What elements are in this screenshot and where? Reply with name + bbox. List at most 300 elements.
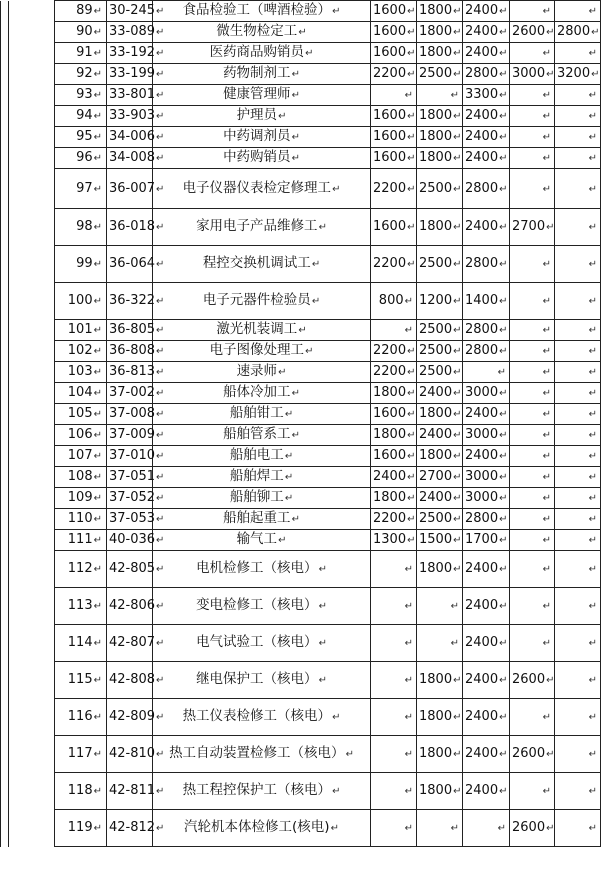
- subsidy-level-1-text: 1800: [373, 427, 407, 442]
- paragraph-mark: ↵: [332, 183, 341, 195]
- paragraph-mark: ↵: [156, 367, 165, 378]
- occupation-name: [153, 246, 371, 283]
- row-number: [55, 699, 107, 736]
- occupation-code-text: 37-008: [109, 406, 156, 421]
- margin-cell: [1, 85, 9, 106]
- occupation-code: [107, 362, 165, 383]
- paragraph-mark: ↵: [404, 786, 414, 797]
- blank-cell: [9, 106, 55, 127]
- paragraph-mark: ↵: [499, 786, 508, 797]
- paragraph-mark: ↵: [93, 749, 102, 760]
- subsidy-level-4: [510, 283, 555, 320]
- occupation-code: [107, 625, 165, 662]
- occupation-name: [153, 85, 371, 106]
- subsidy-level-3-text: 2400: [465, 746, 499, 761]
- table-body: [1, 1, 601, 847]
- paragraph-mark: ↵: [546, 675, 555, 686]
- paragraph-mark: ↵: [156, 451, 165, 462]
- row-number-text: 89: [76, 3, 93, 18]
- paragraph-mark: ↵: [407, 69, 416, 80]
- paragraph-mark: ↵: [156, 472, 165, 483]
- paragraph-mark: ↵: [318, 564, 327, 575]
- subsidy-level-1: [371, 383, 417, 404]
- subsidy-level-4: [510, 148, 555, 169]
- subsidy-level-4-text: 3000: [512, 66, 546, 81]
- subsidy-level-1: [371, 320, 417, 341]
- paragraph-mark: ↵: [542, 638, 552, 649]
- occupation-code-text: 42-810: [109, 746, 156, 761]
- paragraph-mark: ↵: [298, 27, 307, 38]
- subsidy-level-1: [371, 425, 417, 446]
- margin-cell: [1, 551, 9, 588]
- paragraph-mark: ↵: [588, 514, 598, 525]
- subsidy-level-5: [555, 488, 601, 509]
- row-number-text: 92: [76, 66, 93, 81]
- paragraph-mark: ↵: [499, 69, 508, 80]
- subsidy-level-2: [417, 320, 463, 341]
- paragraph-mark: ↵: [156, 48, 165, 59]
- subsidy-level-1: [371, 488, 417, 509]
- paragraph-mark: ↵: [156, 69, 165, 80]
- row-number: [55, 625, 107, 662]
- occupation-name-text: 家用电子产品维修工: [196, 218, 318, 234]
- occupation-name: [153, 736, 371, 773]
- paragraph-mark: ↵: [278, 535, 287, 546]
- subsidy-level-3-text: 2400: [465, 635, 499, 650]
- paragraph-mark: ↵: [450, 90, 460, 101]
- subsidy-level-2-text: 1200: [419, 293, 453, 308]
- row-number-text: 97: [76, 180, 93, 196]
- paragraph-mark: ↵: [318, 601, 327, 612]
- row-number: [55, 320, 107, 341]
- row-number-text: 114: [67, 635, 93, 650]
- paragraph-mark: ↵: [93, 493, 102, 504]
- subsidy-level-5: [555, 106, 601, 127]
- occupation-name: [153, 467, 371, 488]
- subsidy-level-2: [417, 209, 463, 246]
- paragraph-mark: ↵: [542, 325, 552, 336]
- subsidy-level-2: [417, 810, 463, 847]
- occupation-code-text: 34-006: [109, 129, 156, 144]
- paragraph-mark: ↵: [407, 388, 416, 399]
- margin-cell: [1, 383, 9, 404]
- paragraph-mark: ↵: [156, 514, 165, 525]
- paragraph-mark: ↵: [588, 325, 598, 336]
- row-number-text: 119: [67, 820, 93, 835]
- blank-cell: [9, 148, 55, 169]
- subsidy-level-2: [417, 404, 463, 425]
- table-row: [1, 148, 601, 169]
- subsidy-level-2-text: 1800: [419, 150, 453, 165]
- paragraph-mark: ↵: [546, 823, 555, 834]
- subsidy-level-2-text: 1800: [419, 709, 453, 724]
- occupation-name-text: 激光机装调工: [216, 321, 298, 337]
- occupation-code: [107, 404, 165, 425]
- paragraph-mark: ↵: [407, 132, 416, 143]
- paragraph-mark: ↵: [404, 675, 414, 686]
- subsidy-level-2-text: 1800: [419, 3, 453, 18]
- occupation-code: [107, 810, 165, 847]
- paragraph-mark: ↵: [499, 6, 508, 17]
- paragraph-mark: ↵: [407, 514, 416, 525]
- paragraph-mark: ↵: [497, 823, 507, 834]
- subsidy-level-1: [371, 43, 417, 64]
- subsidy-level-3: [463, 773, 510, 810]
- row-number: [55, 169, 107, 209]
- subsidy-level-4-text: 2600: [512, 746, 546, 761]
- row-number: [55, 662, 107, 699]
- paragraph-mark: ↵: [453, 132, 462, 143]
- subsidy-level-2-text: 1800: [419, 783, 453, 798]
- subsidy-level-2: [417, 699, 463, 736]
- row-number-text: 96: [76, 150, 93, 165]
- paragraph-mark: ↵: [93, 430, 102, 441]
- paragraph-mark: ↵: [404, 601, 414, 612]
- subsidy-level-2: [417, 64, 463, 85]
- occupation-name: [153, 341, 371, 362]
- subsidy-level-1-text: 1600: [373, 406, 407, 421]
- paragraph-mark: ↵: [453, 183, 462, 195]
- table-row: [1, 85, 601, 106]
- subsidy-level-3: [463, 551, 510, 588]
- paragraph-mark: ↵: [546, 69, 555, 80]
- row-number-text: 98: [76, 219, 93, 234]
- subsidy-level-1: [371, 662, 417, 699]
- paragraph-mark: ↵: [453, 325, 462, 336]
- paragraph-mark: ↵: [588, 222, 598, 233]
- subsidy-level-5: [555, 383, 601, 404]
- subsidy-level-4-text: 2600: [512, 24, 546, 39]
- paragraph-mark: ↵: [453, 222, 462, 233]
- occupation-name-text: 电子仪器仪表检定修理工: [182, 179, 332, 196]
- blank-cell: [9, 64, 55, 85]
- subsidy-level-1: [371, 625, 417, 662]
- subsidy-level-1: [371, 22, 417, 43]
- paragraph-mark: ↵: [156, 601, 165, 612]
- paragraph-mark: ↵: [318, 675, 327, 686]
- paragraph-mark: ↵: [93, 259, 102, 270]
- paragraph-mark: ↵: [453, 786, 462, 797]
- subsidy-level-2-text: 1800: [419, 108, 453, 123]
- paragraph-mark: ↵: [588, 346, 598, 357]
- paragraph-mark: ↵: [284, 493, 294, 504]
- row-number: [55, 383, 107, 404]
- paragraph-mark: ↵: [588, 6, 598, 17]
- paragraph-mark: ↵: [453, 346, 462, 357]
- row-number: [55, 246, 107, 283]
- margin-cell: [1, 341, 9, 362]
- occupation-code: [107, 509, 165, 530]
- paragraph-mark: ↵: [450, 601, 460, 612]
- paragraph-mark: ↵: [404, 296, 414, 307]
- blank-cell: [9, 362, 55, 383]
- subsidy-level-5: [555, 1, 601, 22]
- paragraph-mark: ↵: [407, 6, 416, 17]
- row-number-text: 103: [67, 364, 93, 379]
- paragraph-mark: ↵: [156, 638, 165, 649]
- occupation-name: [153, 209, 371, 246]
- occupation-name-text: 热工仪表检修工（核电）: [182, 708, 332, 724]
- occupation-name-text: 继电保护工（核电）: [196, 671, 318, 687]
- paragraph-mark: ↵: [453, 514, 462, 525]
- occupation-name: [153, 383, 371, 404]
- paragraph-mark: ↵: [499, 153, 508, 164]
- subsidy-level-2: [417, 22, 463, 43]
- paragraph-mark: ↵: [156, 183, 165, 195]
- row-number-text: 109: [67, 490, 93, 505]
- subsidy-level-2-text: 2500: [419, 256, 453, 271]
- paragraph-mark: ↵: [588, 153, 598, 164]
- blank-cell: [9, 467, 55, 488]
- blank-cell: [9, 127, 55, 148]
- occupation-code-text: 37-009: [109, 427, 156, 442]
- margin-cell: [1, 283, 9, 320]
- paragraph-mark: ↵: [93, 132, 102, 143]
- subsidy-level-1: [371, 404, 417, 425]
- paragraph-mark: ↵: [450, 638, 460, 649]
- subsidy-level-2-text: 2400: [419, 490, 453, 505]
- subsidy-level-3: [463, 625, 510, 662]
- subsidy-level-5: [555, 320, 601, 341]
- paragraph-mark: ↵: [542, 132, 552, 143]
- row-number-text: 108: [67, 469, 93, 484]
- subsidy-level-3: [463, 699, 510, 736]
- paragraph-mark: ↵: [318, 638, 327, 649]
- paragraph-mark: ↵: [588, 183, 598, 195]
- subsidy-level-3-text: 2400: [465, 129, 499, 144]
- row-number-text: 104: [67, 385, 93, 400]
- occupation-code-text: 36-813: [109, 364, 156, 379]
- paragraph-mark: ↵: [407, 451, 416, 462]
- row-number: [55, 362, 107, 383]
- occupation-name: [153, 446, 371, 467]
- paragraph-mark: ↵: [453, 111, 462, 122]
- paragraph-mark: ↵: [407, 409, 416, 420]
- margin-cell: [1, 209, 9, 246]
- paragraph-mark: ↵: [93, 451, 102, 462]
- paragraph-mark: ↵: [588, 296, 598, 307]
- paragraph-mark: ↵: [156, 296, 165, 307]
- occupation-name-text: 食品检验工（啤酒检验）: [182, 2, 332, 18]
- paragraph-mark: ↵: [93, 564, 102, 575]
- paragraph-mark: ↵: [305, 48, 314, 59]
- blank-cell: [9, 341, 55, 362]
- occupation-name-text: 船体冷加工: [223, 384, 291, 400]
- row-number-text: 110: [67, 511, 93, 526]
- subsidy-level-2: [417, 551, 463, 588]
- paragraph-mark: ↵: [542, 472, 552, 483]
- table-row: [1, 773, 601, 810]
- subsidy-level-5: [555, 209, 601, 246]
- subsidy-level-2-text: 1800: [419, 219, 453, 234]
- subsidy-level-1: [371, 509, 417, 530]
- occupation-code-text: 33-089: [109, 24, 156, 39]
- subsidy-level-3: [463, 530, 510, 551]
- paragraph-mark: ↵: [404, 325, 414, 336]
- subsidy-level-4: [510, 773, 555, 810]
- subsidy-level-4: [510, 551, 555, 588]
- subsidy-level-5: [555, 341, 601, 362]
- paragraph-mark: ↵: [291, 69, 300, 80]
- blank-cell: [9, 625, 55, 662]
- subsidy-level-2: [417, 588, 463, 625]
- occupation-code-text: 36-805: [109, 322, 156, 337]
- paragraph-mark: ↵: [588, 367, 598, 378]
- occupation-name: [153, 362, 371, 383]
- subsidy-level-1-text: 1600: [373, 24, 407, 39]
- paragraph-mark: ↵: [499, 638, 508, 649]
- subsidy-level-1: [371, 169, 417, 209]
- row-number: [55, 209, 107, 246]
- occupation-code-text: 36-018: [109, 219, 156, 234]
- subsidy-level-2-text: 1800: [419, 746, 453, 761]
- table-row: [1, 467, 601, 488]
- subsidy-level-1-text: 1600: [373, 448, 407, 463]
- subsidy-level-2: [417, 383, 463, 404]
- row-number-text: 102: [67, 343, 93, 358]
- table-row: [1, 246, 601, 283]
- row-number-text: 95: [76, 129, 93, 144]
- subsidy-level-5: [555, 283, 601, 320]
- row-number-text: 115: [67, 672, 93, 687]
- occupation-code-text: 36-064: [109, 256, 156, 271]
- paragraph-mark: ↵: [453, 296, 462, 307]
- table-row: [1, 736, 601, 773]
- table-row: [1, 699, 601, 736]
- subsidy-level-4: [510, 662, 555, 699]
- table-row: [1, 283, 601, 320]
- subsidy-level-4: [510, 320, 555, 341]
- subsidy-level-4: [510, 467, 555, 488]
- paragraph-mark: ↵: [404, 90, 414, 101]
- paragraph-mark: ↵: [156, 409, 165, 420]
- subsidy-level-2-text: 2500: [419, 364, 453, 379]
- margin-cell: [1, 320, 9, 341]
- subsidy-level-3: [463, 362, 510, 383]
- paragraph-mark: ↵: [588, 90, 598, 101]
- paragraph-mark: ↵: [93, 712, 102, 723]
- paragraph-mark: ↵: [542, 514, 552, 525]
- subsidy-level-5: [555, 85, 601, 106]
- table-row: [1, 22, 601, 43]
- subsidy-level-3: [463, 43, 510, 64]
- paragraph-mark: ↵: [156, 325, 165, 336]
- paragraph-mark: ↵: [156, 823, 165, 834]
- subsidy-level-3-text: 3000: [465, 490, 499, 505]
- paragraph-mark: ↵: [542, 430, 552, 441]
- paragraph-mark: ↵: [542, 6, 552, 17]
- paragraph-mark: ↵: [499, 409, 508, 420]
- occupation-code: [107, 85, 165, 106]
- paragraph-mark: ↵: [453, 153, 462, 164]
- subsidy-level-3-text: 2400: [465, 3, 499, 18]
- subsidy-level-5-text: 2800: [557, 24, 591, 39]
- paragraph-mark: ↵: [453, 367, 462, 378]
- subsidy-level-1: [371, 362, 417, 383]
- occupation-name: [153, 588, 371, 625]
- paragraph-mark: ↵: [156, 346, 165, 357]
- paragraph-mark: ↵: [542, 346, 552, 357]
- occupation-name: [153, 625, 371, 662]
- paragraph-mark: ↵: [404, 712, 414, 723]
- paragraph-mark: ↵: [345, 749, 354, 760]
- occupation-code: [107, 106, 165, 127]
- table-row: [1, 169, 601, 209]
- paragraph-mark: ↵: [588, 601, 598, 612]
- paragraph-mark: ↵: [453, 48, 462, 59]
- occupation-name-text: 船舶起重工: [223, 510, 291, 526]
- paragraph-mark: ↵: [93, 325, 102, 336]
- subsidy-level-5: [555, 425, 601, 446]
- paragraph-mark: ↵: [407, 493, 416, 504]
- paragraph-mark: ↵: [453, 388, 462, 399]
- subsidy-level-3: [463, 1, 510, 22]
- paragraph-mark: ↵: [546, 27, 555, 38]
- paragraph-mark: ↵: [156, 749, 165, 760]
- margin-cell: [1, 1, 9, 22]
- paragraph-mark: ↵: [407, 430, 416, 441]
- subsidy-level-1: [371, 699, 417, 736]
- row-number: [55, 425, 107, 446]
- paragraph-mark: ↵: [499, 712, 508, 723]
- paragraph-mark: ↵: [93, 183, 102, 195]
- subsidy-level-3: [463, 148, 510, 169]
- subsidy-level-1-text: 2200: [373, 343, 407, 358]
- row-number: [55, 404, 107, 425]
- subsidy-level-3: [463, 127, 510, 148]
- blank-cell: [9, 209, 55, 246]
- subsidy-level-1: [371, 209, 417, 246]
- occupation-code: [107, 488, 165, 509]
- paragraph-mark: ↵: [499, 472, 508, 483]
- paragraph-mark: ↵: [499, 749, 508, 760]
- blank-cell: [9, 551, 55, 588]
- paragraph-mark: ↵: [542, 111, 552, 122]
- subsidy-level-2: [417, 169, 463, 209]
- margin-cell: [1, 22, 9, 43]
- paragraph-mark: ↵: [588, 535, 598, 546]
- paragraph-mark: ↵: [499, 132, 508, 143]
- paragraph-mark: ↵: [588, 493, 598, 504]
- paragraph-mark: ↵: [588, 111, 598, 122]
- occupation-name: [153, 530, 371, 551]
- row-number: [55, 148, 107, 169]
- paragraph-mark: ↵: [588, 409, 598, 420]
- paragraph-mark: ↵: [453, 675, 462, 686]
- paragraph-mark: ↵: [453, 472, 462, 483]
- occupation-code-text: 33-192: [109, 45, 156, 60]
- subsidy-level-2-text: 2400: [419, 427, 453, 442]
- blank-cell: [9, 169, 55, 209]
- subsidy-level-3-text: 2400: [465, 406, 499, 421]
- paragraph-mark: ↵: [542, 535, 552, 546]
- blank-cell: [9, 509, 55, 530]
- subsidy-level-4: [510, 404, 555, 425]
- occupation-name: [153, 773, 371, 810]
- subsidy-level-2: [417, 246, 463, 283]
- subsidy-level-3-text: 2400: [465, 45, 499, 60]
- paragraph-mark: ↵: [93, 472, 102, 483]
- paragraph-mark: ↵: [156, 222, 165, 233]
- row-number: [55, 106, 107, 127]
- subsidy-level-4: [510, 699, 555, 736]
- paragraph-mark: ↵: [291, 430, 300, 441]
- occupation-code-text: 33-199: [109, 66, 156, 81]
- subsidy-level-1: [371, 736, 417, 773]
- subsidy-level-5: [555, 625, 601, 662]
- paragraph-mark: ↵: [93, 514, 102, 525]
- subsidy-level-1-text: 1300: [373, 532, 407, 547]
